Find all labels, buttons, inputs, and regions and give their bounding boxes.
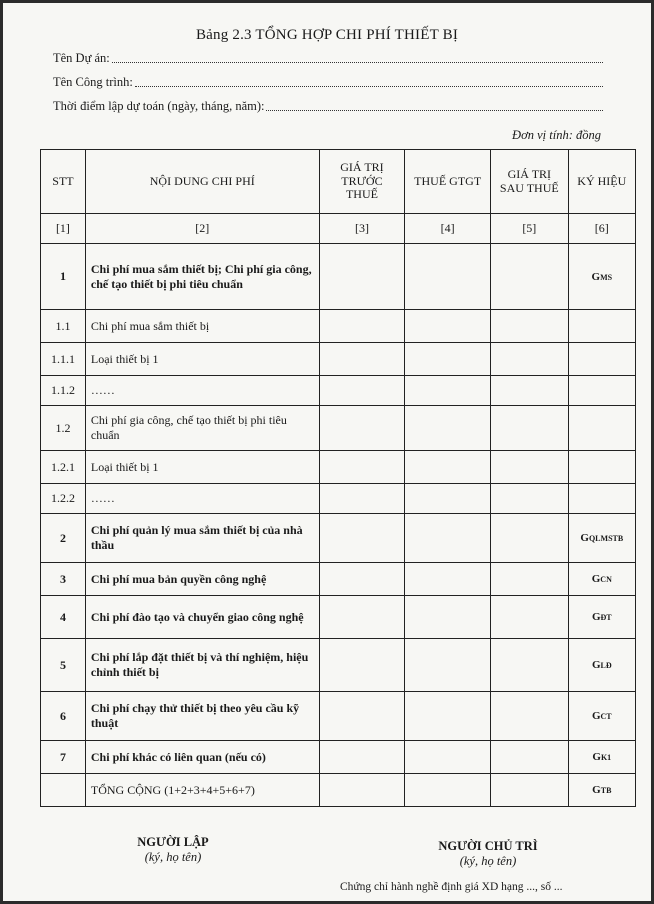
column-index-row: [41, 214, 636, 244]
row-before-tax-value: [319, 692, 405, 741]
row-stt: 5: [41, 639, 86, 692]
row-symbol: [568, 596, 635, 639]
row-after-tax-value: [491, 563, 569, 596]
row-vat-value: [405, 484, 491, 514]
row-vat-value: [405, 451, 491, 484]
row-symbol: [568, 774, 635, 807]
row-after-tax-value: [491, 310, 569, 343]
symbol-letter: G: [592, 751, 601, 763]
row-stt: 6: [41, 692, 86, 741]
header-row: [41, 150, 636, 214]
row-stt: 4: [41, 596, 86, 639]
row-symbol: [568, 343, 635, 376]
table-row: [41, 774, 636, 807]
row-symbol: [568, 639, 635, 692]
table-row: [41, 310, 636, 343]
table-row: [41, 451, 636, 484]
work-name-field: [53, 75, 603, 90]
unit-note: Đơn vị tính: đồng: [512, 128, 601, 142]
row-vat-value: [405, 692, 491, 741]
row-stt: 2: [41, 514, 86, 563]
row-before-tax-value: [319, 376, 405, 406]
table-row: [41, 514, 636, 563]
chair-signature-block: [413, 839, 563, 869]
column-index: [6]: [568, 214, 635, 244]
table-row: [41, 343, 636, 376]
row-after-tax-value: [491, 244, 569, 310]
table-row: [41, 406, 636, 451]
row-stt: 1: [41, 244, 86, 310]
row-content: Chi phí mua sắm thiết bị: [85, 310, 319, 343]
preparer-note: (ký, họ tên): [144, 850, 202, 864]
row-symbol: [568, 514, 635, 563]
row-stt: 1.2: [41, 406, 86, 451]
symbol-subscript: TB: [600, 786, 612, 795]
header-symbol: KÝ HIỆU: [568, 150, 635, 214]
project-name-label: Tên Dự án:: [53, 51, 110, 65]
row-content: Chi phí chạy thử thiết bị theo yêu cầu kỹ thuật: [85, 692, 319, 741]
symbol-letter: G: [580, 532, 589, 544]
row-content: TỔNG CỘNG (1+2+3+4+5+6+7): [85, 774, 319, 807]
row-stt: 7: [41, 741, 86, 774]
preparer-signature-block: [103, 835, 243, 865]
row-after-tax-value: [491, 406, 569, 451]
column-index: [3]: [319, 214, 405, 244]
row-before-tax-value: [319, 563, 405, 596]
row-vat-value: [405, 514, 491, 563]
symbol-subscript: CT: [600, 712, 612, 721]
row-content: Chi phí khác có liên quan (nếu có): [85, 741, 319, 774]
work-name-blank: [135, 86, 603, 87]
work-name-label: Tên Công trình:: [53, 75, 133, 89]
column-index: [4]: [405, 214, 491, 244]
table-row: [41, 741, 636, 774]
row-before-tax-value: [319, 639, 405, 692]
row-stt: 1.1.1: [41, 343, 86, 376]
row-content: Loại thiết bị 1: [85, 343, 319, 376]
row-vat-value: [405, 376, 491, 406]
chair-title: NGƯỜI CHỦ TRÌ: [438, 839, 538, 853]
row-symbol: [568, 406, 635, 451]
chair-note: (ký, họ tên): [459, 854, 517, 868]
row-stt: 3: [41, 563, 86, 596]
row-before-tax-value: [319, 406, 405, 451]
column-index: [5]: [491, 214, 569, 244]
row-vat-value: [405, 244, 491, 310]
symbol-subscript: LĐ: [600, 661, 612, 670]
symbol-subscript: K1: [600, 753, 612, 762]
symbol-subscript: QLMSTB: [588, 534, 624, 543]
column-index: [2]: [85, 214, 319, 244]
row-vat-value: [405, 741, 491, 774]
row-content: Chi phí gia công, chế tạo thiết bị phi tiêu chuẩn: [85, 406, 319, 451]
row-before-tax-value: [319, 451, 405, 484]
table-row: [41, 484, 636, 514]
row-after-tax-value: [491, 774, 569, 807]
document-title: Bảng 2.3 TỔNG HỢP CHI PHÍ THIẾT BỊ: [195, 27, 459, 43]
header-before-tax: GIÁ TRỊ TRƯỚC THUẾ: [319, 150, 405, 214]
table-row: [41, 376, 636, 406]
row-before-tax-value: [319, 244, 405, 310]
symbol-subscript: MS: [600, 272, 613, 282]
row-after-tax-value: [491, 484, 569, 514]
symbol-letter: G: [591, 611, 601, 623]
row-stt: 1.2.2: [41, 484, 86, 514]
table-row: [41, 563, 636, 596]
header-content: NỘI DUNG CHI PHÍ: [85, 150, 319, 214]
project-name-field: [53, 51, 603, 66]
row-after-tax-value: [491, 514, 569, 563]
row-vat-value: [405, 310, 491, 343]
row-symbol: [568, 692, 635, 741]
estimate-time-label: Thời điểm lập dự toán (ngày, tháng, năm):: [53, 99, 265, 113]
row-stt: 1.1.2: [41, 376, 86, 406]
row-content: ……: [85, 376, 319, 406]
symbol-subscript: CN: [600, 575, 612, 584]
table-row: [41, 692, 636, 741]
row-after-tax-value: [491, 596, 569, 639]
row-vat-value: [405, 563, 491, 596]
project-name-blank: [112, 62, 603, 63]
row-before-tax-value: [319, 484, 405, 514]
row-symbol: [568, 563, 635, 596]
row-after-tax-value: [491, 639, 569, 692]
symbol-letter: G: [591, 573, 601, 585]
column-index: [1]: [41, 214, 86, 244]
symbol-letter: G: [591, 710, 601, 722]
estimate-time-field: [53, 99, 603, 114]
row-after-tax-value: [491, 376, 569, 406]
row-vat-value: [405, 343, 491, 376]
row-symbol: [568, 741, 635, 774]
row-after-tax-value: [491, 692, 569, 741]
row-symbol: [568, 376, 635, 406]
row-before-tax-value: [319, 774, 405, 807]
row-symbol: [568, 310, 635, 343]
row-stt: [41, 774, 86, 807]
row-content: Chi phí mua sắm thiết bị; Chi phí gia công, chế tạo thiết bị phi tiêu chuẩn: [85, 244, 319, 310]
row-content: ……: [85, 484, 319, 514]
header-stt: STT: [41, 150, 86, 214]
row-content: Loại thiết bị 1: [85, 451, 319, 484]
equipment-cost-table: [40, 149, 636, 807]
row-before-tax-value: [319, 343, 405, 376]
row-content: Chi phí đào tạo và chuyển giao công nghệ: [85, 596, 319, 639]
row-vat-value: [405, 774, 491, 807]
symbol-letter: G: [592, 784, 601, 796]
row-vat-value: [405, 406, 491, 451]
row-before-tax-value: [319, 514, 405, 563]
row-content: Chi phí quản lý mua sắm thiết bị của nhà thầu: [85, 514, 319, 563]
header-after-tax: GIÁ TRỊ SAU THUẾ: [491, 150, 569, 214]
table-row: [41, 244, 636, 310]
row-after-tax-value: [491, 741, 569, 774]
row-symbol: [568, 484, 635, 514]
row-stt: 1.1: [41, 310, 86, 343]
row-content: Chi phí mua bản quyền công nghệ: [85, 563, 319, 596]
estimate-time-blank: [266, 110, 603, 111]
row-vat-value: [405, 639, 491, 692]
header-vat: THUẾ GTGT: [405, 150, 491, 214]
symbol-letter: G: [591, 659, 601, 671]
row-after-tax-value: [491, 343, 569, 376]
table-row: [41, 639, 636, 692]
row-vat-value: [405, 596, 491, 639]
row-symbol: [568, 451, 635, 484]
row-before-tax-value: [319, 596, 405, 639]
document-page: [3, 3, 651, 901]
preparer-title: NGƯỜI LẬP: [137, 835, 209, 849]
certificate-note: Chứng chỉ hành nghề định giá XD hạng ..., số ...: [340, 881, 563, 893]
row-symbol: [568, 244, 635, 310]
table-row: [41, 596, 636, 639]
symbol-letter: G: [591, 270, 601, 283]
row-stt: 1.2.1: [41, 451, 86, 484]
row-after-tax-value: [491, 451, 569, 484]
row-before-tax-value: [319, 741, 405, 774]
row-before-tax-value: [319, 310, 405, 343]
symbol-subscript: ĐT: [600, 613, 612, 622]
row-content: Chi phí lắp đặt thiết bị và thí nghiệm, hiệu chỉnh thiết bị: [85, 639, 319, 692]
